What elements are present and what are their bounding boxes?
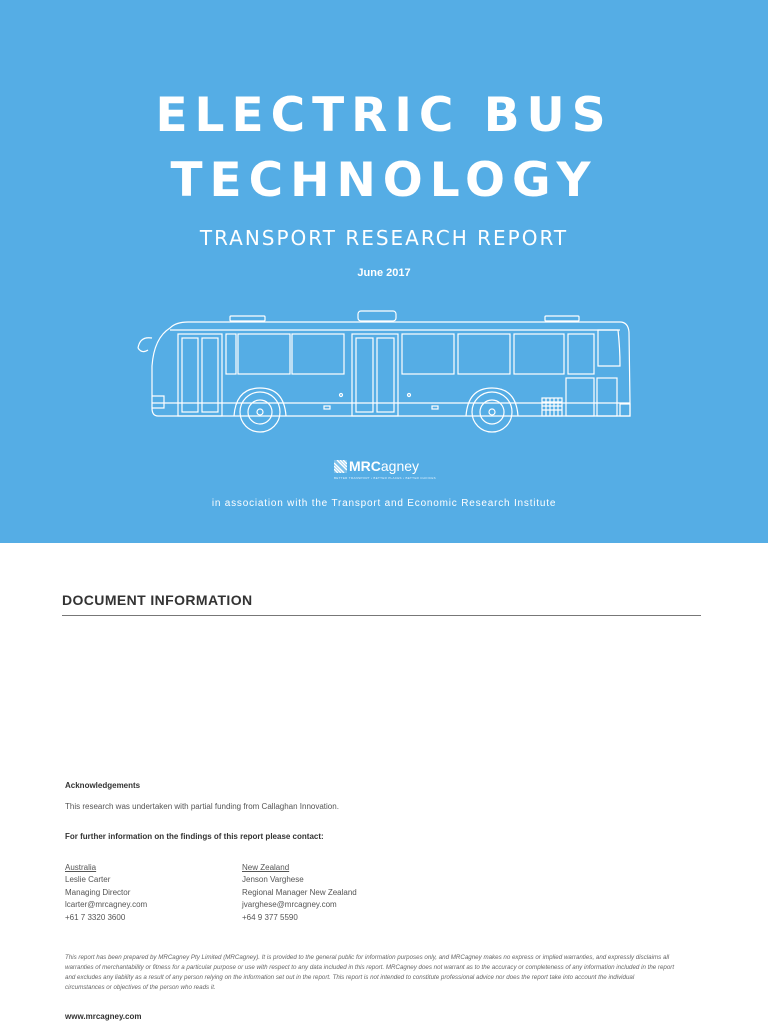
contact-country-australia[interactable]: Australia bbox=[65, 863, 97, 872]
report-subtitle: TRANSPORT RESEARCH REPORT bbox=[199, 226, 569, 250]
bus-illustration-icon bbox=[130, 308, 635, 438]
disclaimer-text: This report has been prepared by MRCagney Pty Limited (MRCagney). It is provided to the general public for information purposes only, and MRCagney makes no express or implied warranties, and expressly disclaims all warranties of merchantability or fitness for a particular purpose or use with respect to any data included in this report. MRCagney does not warrant as to the accuracy or completeness of any information included in the report and excludes any liability as a result of any person relying on the information set out in the report. This report is not intended to constitute professional advice nor does the report take into account the individual circumstances or objectives of the person who reads it. bbox=[65, 954, 675, 991]
contact-role: Regional Manager New Zealand bbox=[242, 887, 357, 897]
contact-heading: For further information on the findings of this report please contact: bbox=[65, 832, 324, 841]
mrcagney-logo bbox=[334, 458, 419, 474]
logo-text-rest: agney bbox=[380, 458, 420, 474]
logo-mark-icon bbox=[334, 460, 347, 473]
logo-tagline: BETTER TRANSPORT • BETTER PLACES • BETTER CHOICES bbox=[334, 476, 436, 480]
contact-email-link[interactable]: jvarghese@mrcagney.com bbox=[242, 900, 337, 910]
contact-australia bbox=[65, 862, 147, 924]
contact-email-link[interactable]: lcarter@mrcagney.com bbox=[65, 900, 148, 910]
document-information-heading: DOCUMENT INFORMATION bbox=[62, 592, 253, 608]
contact-phone: +61 7 3320 3600 bbox=[65, 912, 126, 922]
title-line-1: ELECTRIC BUS bbox=[155, 88, 613, 143]
logo-text-bold: MRC bbox=[349, 458, 381, 474]
contact-country-new-zealand[interactable]: New Zealand bbox=[242, 863, 290, 872]
website-link[interactable]: www.mrcagney.com bbox=[65, 1012, 142, 1021]
title-line-2: TECHNOLOGY bbox=[170, 153, 598, 208]
contact-name: Jenson Varghese bbox=[242, 875, 304, 885]
contact-name: Leslie Carter bbox=[65, 875, 111, 885]
association-text: in association with the Transport and Economic Research Institute bbox=[211, 498, 557, 509]
report-date: June 2017 bbox=[357, 267, 411, 279]
contact-role: Managing Director bbox=[65, 887, 131, 897]
acknowledgements-text: This research was undertaken with partial funding from Callaghan Innovation. bbox=[65, 802, 339, 811]
heading-divider bbox=[62, 615, 701, 616]
contact-new-zealand bbox=[242, 862, 357, 924]
acknowledgements-heading: Acknowledgements bbox=[65, 781, 141, 790]
contact-phone: +64 9 377 5590 bbox=[242, 912, 298, 922]
